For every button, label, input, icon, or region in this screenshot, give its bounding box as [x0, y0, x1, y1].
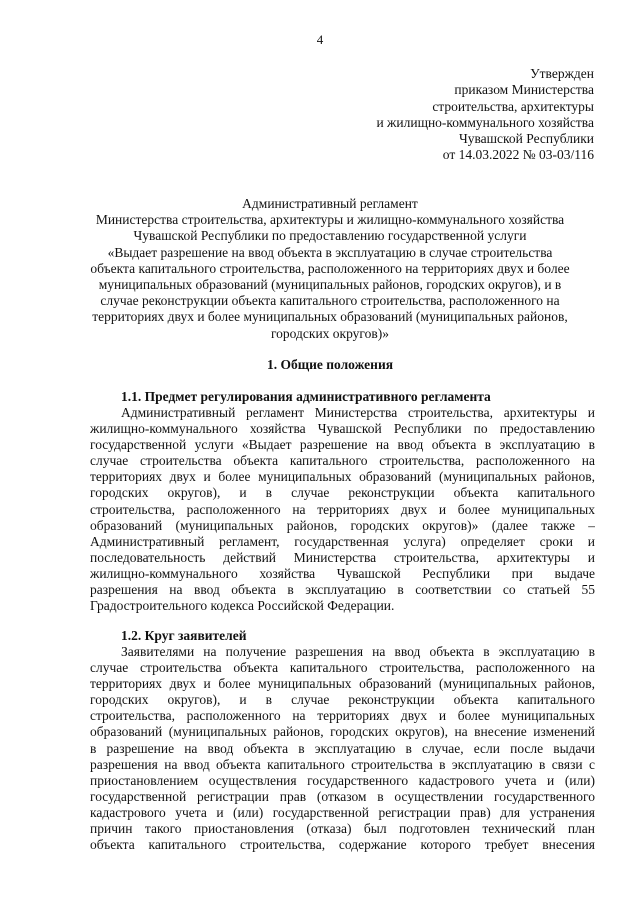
regulation-title-line: случае реконструкции объекта капитального строительства, расположенного на	[100, 293, 560, 309]
paragraph-line: Административный регламент Министерства строительства, архитектуры и	[121, 405, 595, 420]
approval-date-number: от 14.03.2022 № 03-03/116	[442, 147, 594, 163]
regulation-title	[90, 196, 570, 342]
paragraph-line: Заявителями на получение разрешения на ввод объекта в эксплуатацию в	[121, 644, 595, 659]
page-number: 4	[316, 32, 324, 47]
regulation-title-line: Административный регламент	[242, 196, 418, 211]
paragraph-line: территориях двух и более муниципальных образований (муниципальных районов,	[90, 469, 595, 485]
paragraph-line: разрешения на ввод объекта в эксплуатацию в соответствии со статьей 55	[90, 582, 595, 598]
approval-line: строительства, архитектуры	[432, 98, 594, 114]
subsection-heading: 1.2. Круг заявителей	[121, 628, 247, 643]
approval-line: Чувашской Республики	[458, 131, 594, 147]
subsection-heading: 1.1. Предмет регулирования административного регламента	[121, 389, 491, 404]
approval-line: Утвержден	[530, 66, 594, 81]
paragraph-line: территориях двух и более муниципальных образований (муниципальных районов,	[90, 676, 595, 692]
paragraph-line: строительства, расположенного на территориях двух и более муниципальных	[90, 501, 595, 517]
paragraph-line: последовательность действий Министерства строительства, архитектуры и	[90, 549, 595, 565]
paragraph-line: городских округов), и в случае реконструкции объекта капитального	[90, 692, 595, 708]
paragraph-line: случае строительства объекта капитального строительства, расположенного на	[90, 660, 595, 676]
regulation-title-line: объекта капитального строительства, расположенного на территориях двух и более	[90, 260, 570, 276]
regulation-title-line: Чувашской Республики по предоставлению государственной услуги	[133, 228, 527, 244]
paragraph-applicants	[90, 644, 595, 853]
regulation-title-line: территориях двух и более муниципальных образований (муниципальных районов,	[92, 309, 568, 325]
section-heading: 1. Общие положения	[266, 357, 394, 372]
approval-line: приказом Министерства	[454, 82, 594, 98]
paragraph-line: разрешения на ввод объекта капитального строительства в эксплуатацию в связи с	[90, 756, 595, 772]
regulation-title-line: муниципальных образований (муниципальных районов, городских округов), и в	[98, 277, 562, 293]
approval-block	[376, 66, 594, 164]
paragraph-line: государственной регистрации прав (отказом в осуществлении государственного	[90, 788, 595, 804]
paragraph-line: приостановлением осуществления государственного кадастрового учета и (или)	[90, 772, 595, 788]
paragraph-line: жилищно-коммунального хозяйства Чувашской Республики при выдаче	[90, 565, 595, 581]
paragraph-line: образований (муниципальных районов, городских округов), на внесение изменений	[90, 724, 595, 740]
paragraph-line: образований (муниципальных районов, городских округов)» (далее также –	[90, 517, 595, 533]
paragraph-line: жилищно-коммунального хозяйства Чувашской Республики по предоставлению	[90, 421, 595, 437]
paragraph-line: строительства, расположенного на территориях двух и более муниципальных	[90, 708, 595, 724]
regulation-title-line: Министерства строительства, архитектуры и жилищно-коммунального хозяйства	[95, 212, 565, 228]
paragraph-line: причин такого приостановления (отказа) был подготовлен технический план	[90, 821, 595, 837]
paragraph-line: городских округов), и в случае реконструкции объекта капитального	[90, 485, 595, 501]
paragraph-line: объекта капитального строительства, содержание которого требует внесения	[90, 837, 595, 853]
paragraph-line: Административный регламент, государственная услуга) определяет сроки и	[90, 533, 595, 549]
paragraph-line: государственной услуги «Выдает разрешение на ввод объекта в эксплуатацию в	[90, 437, 595, 453]
paragraph-line: кадастрового учета и (или) государственной регистрации прав) для устранения	[90, 804, 595, 820]
paragraph-line: в разрешение на ввод объекта в эксплуатацию в случае, если после выдачи	[90, 740, 595, 756]
paragraph-line: случае строительства объекта капитального строительства, расположенного на	[90, 453, 595, 469]
paragraph-line: Градостроительного кодекса Российской Федерации.	[90, 598, 395, 614]
paragraph-subject	[90, 405, 595, 614]
regulation-title-line: «Выдает разрешение на ввод объекта в эксплуатацию в случае строительства	[107, 244, 553, 260]
approval-line: и жилищно-коммунального хозяйства	[376, 114, 594, 130]
regulation-title-line: городских округов)»	[270, 325, 390, 341]
